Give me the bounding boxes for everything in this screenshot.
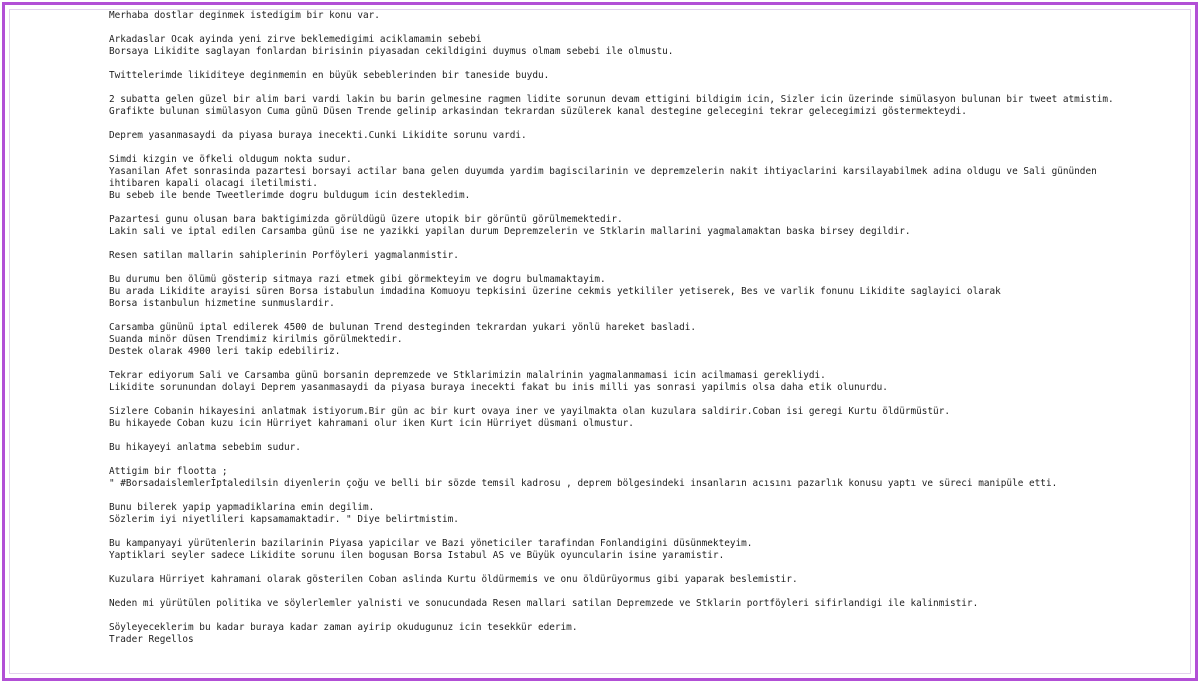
paragraph [109,442,1119,454]
text-line: ihtibaren kapali olacagi iletilmisti. [109,178,318,189]
text-line: Trader Regellos [109,634,194,645]
paragraph [109,250,1119,262]
text-line: 2 subatta gelen güzel bir alim bari vardi lakin bu barin gelmesine ragmen lidite sorunun devam ettigini bildigim icin, Sizler icin üzerinde simülasyon bulunan bir tweet atmistim. [109,94,1114,105]
paragraph [109,574,1119,586]
paragraph [109,370,1119,394]
text-line: Carsamba gününü iptal edilerek 4500 de bulunan Trend desteginden tekrardan yukari yönlü hareket basladi. [109,322,696,333]
paragraph [109,154,1119,202]
paragraph [109,538,1119,562]
text-line: Twittelerimde likiditeye deginmemin en büyük sebeblerinden bir taneside buydu. [109,70,550,81]
text-line: Söyleyeceklerim bu kadar buraya kadar zaman ayirip okudugunuz icin tesekkür ederim. [109,622,578,633]
paragraph [109,34,1119,58]
document-text [109,10,1119,646]
text-line: Lakin sali ve iptal edilen Carsamba günü ise ne yazikki yapilan durum Depremzelerin ve Stklarin mallarini yagmalamaktan baska birsey degildir. [109,226,911,237]
text-line: Sözlerim iyi niyetlileri kapsamamaktadir. " Diye belirtmistim. [109,514,459,525]
text-line: Sizlere Cobanin hikayesini anlatmak istiyorum.Bir gün ac bir kurt ovaya iner ve yayilmakta olan kuzulara saldirir.Coban isi geregi Kurtu öldürmüstür. [109,406,950,417]
text-line: Bunu bilerek yapip yapmadiklarina emin degilim. [109,502,375,513]
paragraph [109,70,1119,82]
text-line: Bu arada Likidite arayisi süren Borsa istabulun imdadina Komuoyu tepkisini üzerine cekmis yetkililer yetiserek, Bes ve varlik fonunu Likidite saglayici olarak [109,286,1001,297]
text-line: Kuzulara Hürriyet kahramani olarak gösterilen Coban aslinda Kurtu öldürmemis ve onu öldürüyormus gibi yaparak beslemistir. [109,574,798,585]
paragraph [109,214,1119,238]
paragraph [109,130,1119,142]
text-line: Arkadaslar Ocak ayinda yeni zirve beklemedigimi aciklamamin sebebi [109,34,482,45]
text-line: Bu durumu ben ölümü gösterip sitmaya razi etmek gibi görmekteyim ve dogru bulmamaktayim. [109,274,606,285]
text-line: Merhaba dostlar deginmek istedigim bir konu var. [109,10,380,21]
text-line: Bu hikayeyi anlatma sebebim sudur. [109,442,301,453]
text-line: Tekrar ediyorum Sali ve Carsamba günü borsanin depremzede ve Stklarimizin malalrinin yagmalanmamasi icin acilmamasi gerekliydi. [109,370,826,381]
text-line: Likidite sorunundan dolayi Deprem yasanmasaydi da piyasa buraya inecekti fakat bu inis milli yas sonrasi yapilmis olsa daha etik olunurdu. [109,382,888,393]
text-line: Grafikte bulunan simülasyon Cuma günü Düsen Trende gelinip arkasindan tekrardan süzülerek kanal destegine gelecegini tekrar gelecegimizi göstermekteydi. [109,106,967,117]
text-line: Bu sebeb ile bende Tweetlerimde dogru buldugum icin destekledim. [109,190,471,201]
text-line: Suanda minör düsen Trendimiz kirilmis görülmektedir. [109,334,403,345]
paragraph [109,274,1119,310]
text-line: Neden mi yürütülen politika ve söylerlemler yalnisti ve sonucundada Resen mallari satilan Depremzede ve Stklarin portföyleri sifirlandigi ile kalinmistir. [109,598,979,609]
text-line: Borsa istanbulun hizmetine sunmuslardir. [109,298,335,309]
text-line: Deprem yasanmasaydi da piyasa buraya inecekti.Cunki Likidite sorunu vardi. [109,130,527,141]
paragraph [109,94,1119,118]
text-line: Pazartesi gunu olusan bara baktigimizda görüldügü üzere utopik bir görüntü görülmemektedir. [109,214,623,225]
text-line: Yaptiklari seyler sadece Likidite sorunu ilen bogusan Borsa Istabul AS ve Büyük oyuncularin isine yaramistir. [109,550,725,561]
text-line: Bu kampanyayi yürütenlerin bazilarinin Piyasa yapicilar ve Bazi yöneticiler tarafindan Fonlandigini düsünmekteyim. [109,538,753,549]
text-line: Destek olarak 4900 leri takip edebiliriz. [109,346,341,357]
paragraph [109,598,1119,610]
text-line: Attigim bir flootta ; [109,466,228,477]
paragraph [109,466,1119,490]
paragraph [109,502,1119,526]
paragraph [109,322,1119,358]
text-line: Yasanilan Afet sonrasinda pazartesi borsayi actilar bana gelen duyumda yardim bagiscilarinin ve depremzelerin nakit ihtiyaclarini karsilayabilmek adina oldugu ve Sali gününden [109,166,1097,177]
text-line: Simdi kizgin ve öfkeli oldugum nokta sudur. [109,154,352,165]
paragraph [109,406,1119,430]
text-line: Resen satilan mallarin sahiplerinin Porföyleri yagmalanmistir. [109,250,459,261]
paragraph [109,10,1119,22]
text-line: " #Borsadaislemlerİptaledilsin diyenlerin çoğu ve belli bir sözde temsil kadrosu , deprem bölgesindeki insanların acısını pazarlık konusu yaptı ve süreci manipüle etti. [109,478,1058,489]
text-line: Bu hikayede Coban kuzu icin Hürriyet kahramani olur iken Kurt icin Hürriyet düsmani olmustur. [109,418,634,429]
paragraph [109,622,1119,646]
text-line: Borsaya Likidite saglayan fonlardan birisinin piyasadan cekildigini duymus olmam sebebi ile olmustu. [109,46,674,57]
